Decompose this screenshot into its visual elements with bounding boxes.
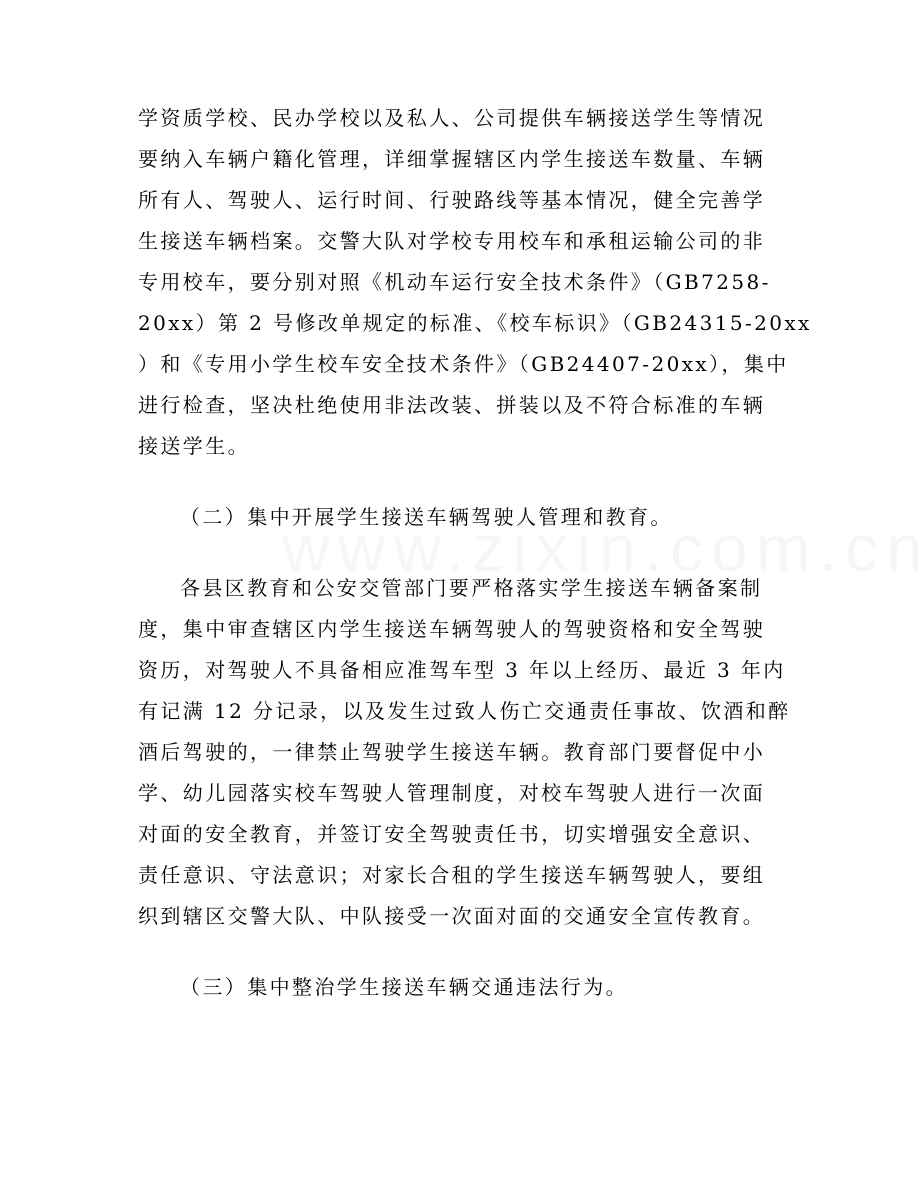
text-line: ）和《专用小学生校车安全技术条件》（GB24407-20xx），集中	[138, 352, 789, 376]
heading-text: （二）集中开展学生接送车辆驾驶人管理和教育。	[180, 505, 673, 529]
paragraph-driver-management	[138, 568, 791, 937]
text-line: 生接送车辆档案。交警大队对学校专用校车和承租运输公司的非	[138, 229, 766, 253]
text-line: 有记满 12 分记录，以及发生过致人伤亡交通责任事故、饮酒和醉	[138, 699, 791, 723]
text-line: 资历，对驾驶人不具备相应准驾车型 3 年以上经历、最近 3 年内	[138, 658, 786, 682]
text-line: 学资质学校、民办学校以及私人、公司提供车辆接送学生等情况	[138, 106, 766, 130]
heading-text: （三）集中整治学生接送车辆交通违法行为。	[180, 975, 628, 999]
text-line: 各县区教育和公安交管部门要严格落实学生接送车辆备案制	[180, 576, 763, 600]
section-heading-two	[138, 497, 788, 538]
text-line: 对面的安全教育，并签订安全驾驶责任书，切实增强安全意识、	[138, 822, 766, 846]
text-line: 要纳入车辆户籍化管理，详细掌握辖区内学生接送车数量、车辆	[138, 147, 766, 171]
text-line: 专用校车，要分别对照《机动车运行安全技术条件》（GB7258-	[138, 270, 771, 294]
text-line: 20xx）第 2 号修改单规定的标准、《校车标识》（GB24315-20xx	[138, 311, 812, 335]
text-line: 接送学生。	[138, 434, 250, 458]
text-line: 进行检查，坚决杜绝使用非法改装、拼装以及不符合标准的车辆	[138, 393, 766, 417]
text-line: 酒后驾驶的，一律禁止驾驶学生接送车辆。教育部门要督促中小	[138, 740, 766, 764]
paragraph-spacing	[138, 467, 788, 497]
text-line: 学、幼儿园落实校车驾驶人管理制度，对校车驾驶人进行一次面	[138, 781, 766, 805]
text-line: 所有人、驾驶人、运行时间、行驶路线等基本情况，健全完善学	[138, 188, 766, 212]
paragraph-vehicle-management	[138, 98, 812, 467]
text-line: 责任意识、守法意识；对家长合租的学生接送车辆驾驶人，要组	[138, 863, 766, 887]
paragraph-spacing	[138, 538, 788, 568]
document-body	[138, 98, 812, 1008]
paragraph-spacing	[138, 937, 788, 967]
text-line: 织到辖区交警大队、中队接受一次面对面的交通安全宣传教育。	[138, 904, 766, 928]
text-line: 度，集中审查辖区内学生接送车辆驾驶人的驾驶资格和安全驾驶	[138, 617, 766, 641]
section-heading-three	[138, 967, 788, 1008]
